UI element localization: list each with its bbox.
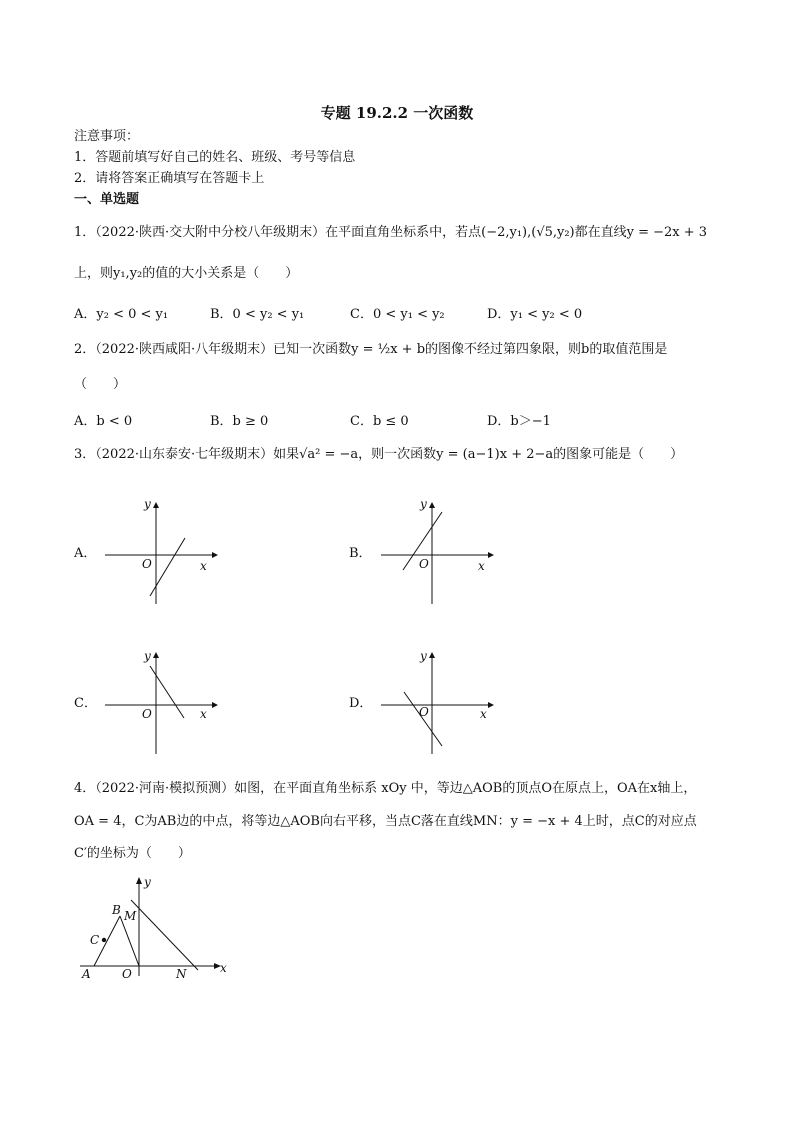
q3-option-a-label: A． (74, 546, 97, 561)
q4-label-c: C (90, 933, 100, 947)
q4-line3: C′的坐标为（ ） (74, 846, 191, 861)
q1-option-d: D．y₁ < y₂ < 0 (487, 307, 583, 322)
q3-b-x-label: x (478, 559, 485, 573)
q2-option-b: B．b ≥ 0 (210, 414, 269, 429)
q3-b-y-label: y (420, 498, 427, 511)
q4-label-y: y (144, 875, 151, 889)
q1-option-b: B．0 < y₂ < y₁ (210, 307, 305, 322)
q2-line2: （ ） (74, 377, 127, 392)
section-heading: 一、单选题 (74, 192, 140, 207)
q4-label-x: x (220, 961, 227, 975)
q4-label-n: N (176, 967, 187, 981)
q4-label-m: M (124, 909, 137, 923)
q3-option-d-label: D． (349, 696, 373, 711)
q4-label-a: A (82, 967, 91, 981)
q1-option-c: C．0 < y₁ < y₂ (350, 307, 445, 322)
q3-c-x-label: x (200, 707, 207, 721)
q3-a-x-label: x (200, 559, 207, 573)
q1-line2: 上，则y₁,y₂的值的大小关系是（ ） (74, 266, 299, 281)
q3-d-y-label: y (420, 649, 427, 663)
q4-figure (74, 872, 234, 982)
q3-d-x-label: x (480, 707, 487, 721)
notes-heading: 注意事项： (74, 129, 140, 144)
q3-graph-a (100, 498, 220, 608)
q4-label-b: B (112, 903, 121, 917)
q1-line1: 1．（2022·陕西·交大附中分校八年级期末）在平面直角坐标系中，若点(−2,y₁),(√5,y₂)都在直线y = −2x + 3 (74, 225, 708, 240)
page-title: 专题 19.2.2 一次函数 (320, 104, 474, 122)
q3-a-origin-label: O (142, 557, 152, 571)
q3-graph-b (376, 498, 496, 608)
q3-graph-d (376, 648, 496, 758)
q3-b-origin-label: O (419, 557, 429, 571)
q3-a-y-label: y (144, 498, 151, 511)
q4-line1: 4．（2022·河南·模拟预测）如图，在平面直角坐标系 xOy 中，等边△AOB的顶点O在原点上，OA在x轴上， (74, 781, 697, 796)
q2-option-d: D．b＞−1 (487, 414, 551, 429)
q2-option-a: A．b < 0 (74, 414, 133, 429)
q4-label-o: O (122, 967, 132, 981)
q3-d-origin-label: O (419, 705, 429, 719)
q3-option-b-label: B． (349, 546, 372, 561)
q3-option-c-label: C． (74, 696, 97, 711)
q1-option-a: A．y₂ < 0 < y₁ (74, 307, 169, 322)
q4-line2: OA = 4，C为AB边的中点，将等边△AOB向右平移，当点C落在直线MN：y = −x + 4上时，点C的对应点 (74, 814, 697, 829)
q2-line1: 2．（2022·陕西咸阳·八年级期末）已知一次函数y = ½x + b的图像不经过第四象限，则b的取值范围是 (74, 342, 668, 357)
q3-line1: 3．（2022·山东泰安·七年级期末）如果√a² = −a，则一次函数y = (a−1)x + 2−a的图象可能是（ ） (74, 447, 684, 462)
q3-graph-c (100, 648, 220, 758)
q3-c-y-label: y (144, 649, 151, 663)
q2-option-c: C．b ≤ 0 (350, 414, 409, 429)
q3-c-origin-label: O (142, 707, 152, 721)
notes-item-2: 2．请将答案正确填写在答题卡上 (74, 171, 265, 186)
notes-item-1: 1．答题前填写好自己的姓名、班级、考号等信息 (74, 150, 356, 165)
